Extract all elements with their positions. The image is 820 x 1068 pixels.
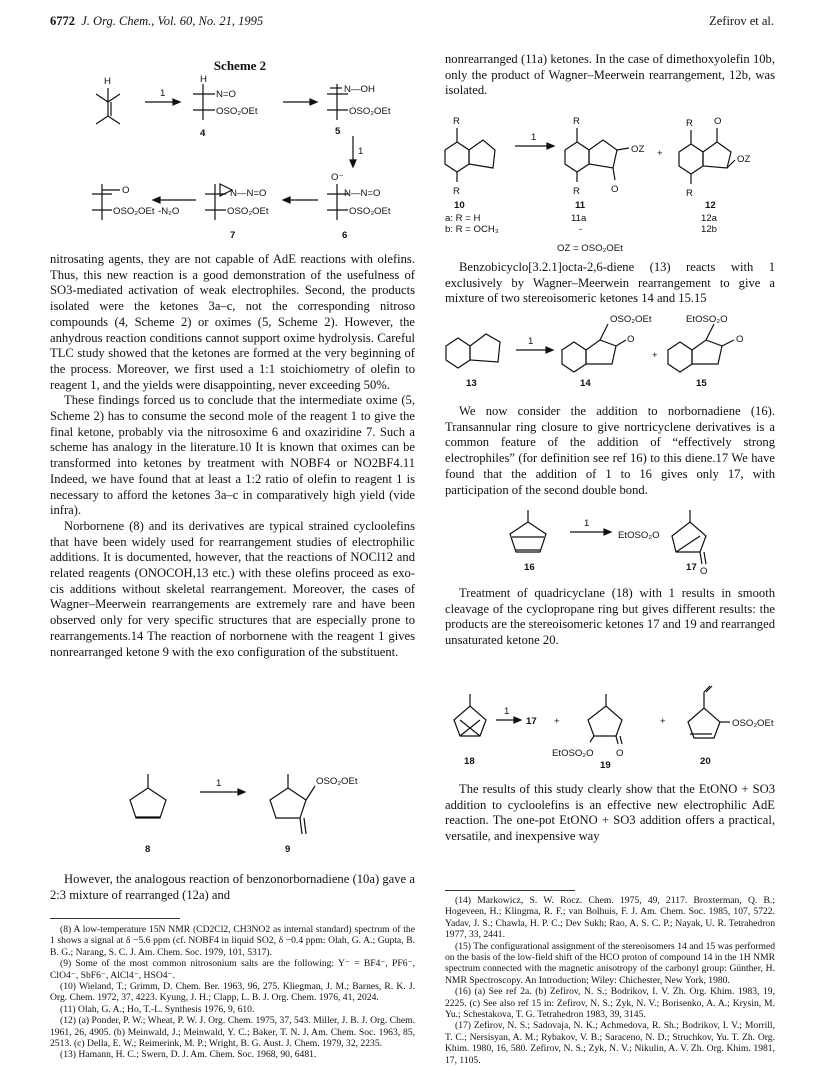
footnote: (15) The configurational assignment of the stereoisomers 14 and 15 was performed on the basis of the low-field shift of the HCO proton of compound 14 in the 1H NMR spectrum connected with the magnetic anisotropy of the carbonyl group: Günther, H. NMR Spectroscopy. An Introduction; Wiley: Chichester, New York, 1980.	[445, 940, 775, 986]
paragraph: The results of this study clearly show that the EtONO + SO3 addition to cycloolefins is an effective new electrophilic AdE reaction. The one-pot EtONO + SO3 addition offers a practical, versatile, and inexpensive way	[445, 782, 775, 844]
scheme-quadricyclane	[448, 684, 778, 768]
oxo-label: O	[616, 748, 624, 759]
oso-label: OSO₂OEt	[227, 206, 269, 217]
substituent-row: a: R = H	[445, 213, 481, 224]
footnote: (10) Wieland, T.; Grimm, D. Chem. Ber. 1963, 96, 275. Kliegman, J. M.; Barnes, R. K. J. Org. Chem. 1972, 37, 4223. Kyung, J. H.; Clapp, L. B. J. Org. Chem. 1976, 41, 2024.	[50, 981, 415, 1004]
compound-number: 6	[342, 230, 348, 241]
scheme-2-figure	[60, 72, 440, 250]
footnote: (13) Hamann, H. C.; Swern, D. J. Am. Chem. Soc. 1968, 90, 6481.	[60, 1049, 317, 1061]
right-column-top	[445, 52, 775, 99]
h-label: H	[104, 76, 111, 87]
oso-label: OSO₂OEt	[113, 206, 155, 217]
scheme-title: Scheme 2	[213, 58, 267, 73]
left-column-continued	[50, 872, 415, 903]
paragraph: We now consider the addition to norbornadiene (16). Transannular ring closure to give nortricyclene derivatives is a common feature of the addition of “effectively strong electrophiles” (for definition see ref 16) to this diene.17 We have found that the addition of 1 to 16 gives only 17, with participation of the second double bond.	[445, 404, 775, 497]
compound-number: 20	[700, 756, 711, 767]
oxo-label: O	[714, 116, 722, 127]
footnote: (9) Some of the most common nitrosonium salts are the following: Y⁻ = BF4⁻, PF6⁻, ClO4⁻, SbF6⁻, AlCl4⁻, HSO4⁻.	[50, 958, 415, 981]
oso-label: OSO₂OEt	[610, 314, 652, 325]
compound-number: 11	[575, 200, 586, 211]
r-label: R	[453, 116, 460, 127]
plus-sign: +	[660, 716, 666, 727]
journal-citation	[50, 14, 263, 29]
footnote: (17) Zefirov, N. S.; Sadovaja, N. K.; Achmedova, R. Sh.; Bodrikov, I. V.; Morrill, T. C.; Nersisyan, A. M.; Rybakov, V. B.; Saraceno, N. D.; Struchkov, Yu. T. Zh. Org. Khim. 1980, 16, 580. Zefirov, N. S.; Zyk, N. V.; Nikulin, A. V. Zh. Org. Khim. 1981, 17, 1105.	[445, 1020, 775, 1066]
oxo-label: O	[700, 566, 708, 577]
compound-number: 8	[145, 844, 151, 855]
oxo-label: O	[736, 334, 744, 345]
plus-sign: +	[657, 148, 663, 159]
compound-number: 19	[600, 760, 611, 768]
substituent-row: b: R = OCH₃	[445, 224, 499, 235]
arrow-reagent: 1	[358, 146, 364, 157]
oz-label: OZ	[737, 154, 751, 165]
paragraph: nitrosating agents, they are not capable of AdE reactions with olefins. Thus, this new reaction is a good demonstration of the usefulness of SO3-mediated activation of weak electrophiles. Second, the products isolated were the ketones 3a–c, not the corresponding nitroso compounds (4, Scheme 2) or oximes (5, Scheme 2). However, the anhydrous reaction conditions cannot support oxime hydrolysis. Careful TLC study showed that the ketones are formed at the very beginning of the process. Moreover, we first used a 1:1 stoichiometry of olefin to reagent 1, and the yields were disappointing, never exceeding 50%.	[50, 252, 415, 392]
compound-number: 18	[464, 756, 475, 767]
paragraph: These findings forced us to conclude that the intermediate oxime (5, Scheme 2) has to consume the second mole of the reagent 1 to give the final ketone, probably via the nitrosoxime 6 and oxaziridine 7. Such a scheme has analogy in the literature.10 It is known that oximes can be transformed into ketones by treatment with NOBF4 or NO2BF4.11 Indeed, we have found that at least a 1:2 ratio of olefin to reagent 1 is necessary to afford the ketones 3a–c in comparatively high yield (vide infra).	[50, 393, 415, 518]
oso-label: OSO₂OEt	[316, 776, 358, 787]
compound-number: 4	[200, 128, 206, 139]
oxo-label: O	[122, 185, 130, 196]
oxo-label: O	[627, 334, 635, 345]
oz-definition: OZ = OSO₂OEt	[557, 243, 623, 254]
paragraph: Benzobicyclo[3.2.1]octa-2,6-diene (13) reacts with 1 exclusively by Wagner–Meerwein rearrangement to give a mixture of two stereoisomeric ketones 14 and 15.15	[445, 260, 775, 306]
page-number: 6772	[50, 14, 75, 28]
r-label: R	[573, 186, 580, 197]
paragraph: Norbornene (8) and its derivatives are typical strained cycloolefins that have been widely used for rearrangement studies of electrophilic additions. It is documented, however, that the reactions of NOCl12 and related reagents (ONOCOH,13 etc.) with these olefins proceed as exo-cis additions without skeletal rearrangement. Moreover, the cases of Wagner–Meerwein rearrangements are extremely rare and have been observed only for very specific structures that are especially prone to rearrangements.14 The reaction of norbornene with the reagent 1 gives nonrearranged ketone 9 with the exo configuration of the substituent.	[50, 518, 415, 659]
paragraph: Treatment of quadricyclane (18) with 1 results in smooth cleavage of the cyclopropane ring but gives different results: the products are the stereoisomeric ketones 17 and 19 and rearranged unsaturated ketone 20.	[445, 586, 775, 648]
compound-number: 9	[285, 844, 291, 855]
authors: Zefirov et al.	[709, 14, 774, 28]
oxide-label: O⁻	[331, 172, 344, 183]
oz-label: OZ	[631, 144, 645, 155]
right-column-p5	[445, 782, 775, 845]
footnote-rule	[50, 918, 180, 919]
r-label: R	[686, 118, 693, 129]
eto-label: EtOSO₂O	[618, 530, 660, 541]
compound-number: 13	[466, 378, 477, 389]
arrow-reagent: 1	[528, 336, 534, 347]
substituent-row-value: -	[579, 224, 583, 235]
left-column	[50, 252, 415, 660]
right-column-p3	[445, 404, 775, 498]
footnote: (11) Olah, G. A.; Ho, T.-L. Synthesis 1976, 9, 610.	[60, 1003, 255, 1015]
compound-number: 17	[526, 716, 537, 727]
scheme-benzonorbornadiene	[435, 110, 780, 255]
paragraph: nonrearranged (11a) ketones. In the case of dimethoxyolefin 10b, only the product of Wagner–Meerwein rearrangement, 12b, was isolated.	[445, 52, 775, 98]
r-label: R	[453, 186, 460, 197]
h-label: H	[200, 74, 207, 85]
plus-sign: +	[652, 350, 658, 361]
compound-number: 5	[335, 126, 341, 137]
running-header	[50, 14, 774, 34]
compound-number: 12	[705, 200, 716, 211]
nitroso-label: N—N=O	[230, 188, 267, 199]
substituent-row-value: 12a	[701, 213, 718, 224]
substituent-row-value: 11a	[571, 213, 587, 224]
oso-label: OSO₂OEt	[349, 106, 391, 117]
compound-number: 14	[580, 378, 591, 389]
oso-label: OSO₂OEt	[732, 718, 774, 729]
eto-label: EtOSO₂O	[552, 748, 594, 759]
oxime-label: N—OH	[344, 84, 375, 95]
compound-number: 15	[696, 378, 707, 389]
footnotes-left	[50, 924, 415, 1061]
footnote: (14) Markowicz, S. W. Rocz. Chem. 1975, 49, 2117. Broxterman, Q. B.; Hogeveen, H.; Klingma, R. F.; van Bolhuis, F. J. Am. Chem. Soc. 1985, 107, 5722. Yadav, J. S.; Chawla, H. P. C.; Dev Sukh; Rao, A. S. C. P.; Nayak, U. R. Tetrahedron 1977, 33, 2441.	[445, 895, 775, 941]
compound-number: 7	[230, 230, 236, 241]
footnotes-right	[445, 895, 775, 1066]
footnote: (8) A low-temperature 15N NMR (CD2Cl2, CH3NO2 as internal standard) spectrum of the 1 shows a signal at δ −5.6 ppm (cf. NOBF4 in liquid SO2, δ −0.4 ppm: Olah, G. A.; Gupta, B. B. G.; Narang, S. C. J. Am. Chem. Soc. 1979, 101, 5317).	[50, 924, 415, 958]
eto-label: EtOSO₂O	[686, 314, 728, 325]
paragraph: However, the analogous reaction of benzonorbornadiene (10a) gave a 2:3 mixture of rearranged (12a) and	[50, 872, 415, 902]
right-column-p4	[445, 586, 775, 649]
r-label: R	[573, 116, 580, 127]
arrow-reagent: 1	[584, 518, 590, 529]
nitroso-label: N—N=O	[344, 188, 381, 199]
footnote-rule	[445, 890, 575, 891]
arrow-reagent: 1	[160, 88, 166, 99]
plus-sign: +	[554, 716, 560, 727]
byproduct-label: -N₂O	[158, 206, 180, 217]
r-label: R	[686, 188, 693, 199]
scheme-norbornadiene	[500, 502, 730, 580]
scheme-benzobicyclooctadiene	[440, 312, 770, 390]
compound-number: 10	[454, 200, 465, 211]
right-column-p2	[445, 260, 775, 307]
arrow-reagent: 1	[504, 706, 510, 717]
footnote: (12) (a) Ponder, P. W.; Wheat, P. W. J. Org. Chem. 1975, 37, 543. Miller, J. B. J. Org. Chem. 1961, 26, 4905. (b) Meinwald, J.; Meinwald, Y. C.; Baker, T. N. J. Am. Chem. Soc. 1963, 85, 2513. (c) Della, E. W.; Reimerink, M. P.; Wright, B. G. Aust. J. Chem. 1979, 32, 2235.	[50, 1015, 415, 1050]
compound-number: 17	[686, 562, 697, 573]
substituent-row-value: 12b	[701, 224, 718, 235]
scheme-norbornene	[110, 760, 370, 858]
compound-number: 16	[524, 562, 535, 573]
arrow-reagent: 1	[531, 132, 537, 143]
oso-label: OSO₂OEt	[216, 106, 258, 117]
journal-name: J. Org. Chem., Vol. 60, No. 21, 1995	[81, 14, 264, 28]
oxo-label: O	[611, 184, 619, 195]
nitroso-label: N=O	[216, 89, 236, 100]
arrow-reagent: 1	[216, 778, 222, 789]
footnote: (16) (a) See ref 2a. (b) Zefirov, N. S.; Bodrikov, I. V. Zh. Org. Khim. 1983, 19, 2225. (c) See also ref 15 in: Zefirov, N. S.; Zyk, N. V.; Borisenko, A. A.; Krysin, M. Yu.; Schestakova, T. G. Tetrahedron 1983, 39, 3145.	[445, 986, 775, 1021]
oso-label: OSO₂OEt	[349, 206, 391, 217]
